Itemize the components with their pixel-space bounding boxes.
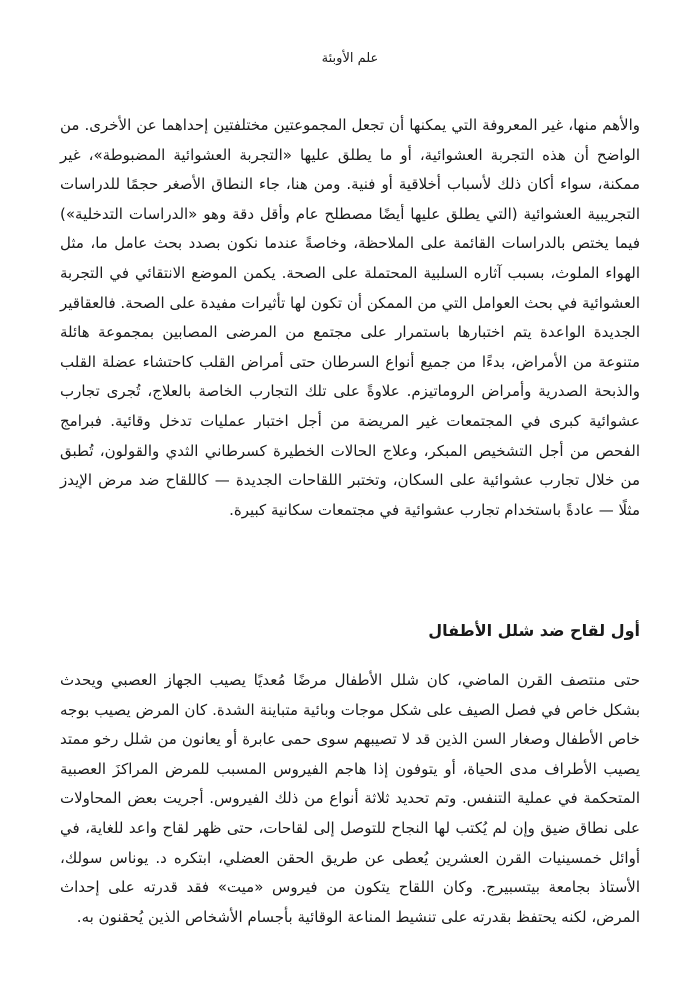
section-heading: أول لقاح ضد شلل الأطفال: [428, 621, 640, 641]
running-header: علم الأوبئة: [321, 51, 379, 66]
body-paragraph: حتى منتصف القرن الماضي، كان شلل الأطفال مرضًا مُعديًا يصيب الجهاز العصبي ويحدث بشكل خاص في فصل الصيف على شكل موجات وبائية متباينة الشدة. كان المرض يصيب بوجه خاص الأطفال وصغار السن الذين قد لا تصيبهم سوى حمى عابرة أو يعانون من شلل رخو ممتد يصيب الأطراف مدى الحياة، أو يتوفون إذا هاجم الفيروس المسبب للمرض المراكزَ العصبية المتحكمة في عملية التنفس. وتم تحديد ثلاثة أنواع من ذلك الفيروس. أجريت بعض المحاولات على نطاق ضيق وإن لم يُكتب لها النجاح للتوصل إلى لقاحات، حتى ظهر لقاح واعد للغاية، في أوائل خمسينيات القرن العشرين يُعطى عن طريق الحقن العضلي، ابتكره د. يوناس سولك، الأستاذ بجامعة بيتسبيرج. وكان اللقاح يتكون من فيروس «ميت» فقد قدرته على إحداث المرض، لكنه يحتفظ بقدرته على تنشيط المناعة الوقائية بأجسام الأشخاص الذين يُحقنون به.: [60, 671, 640, 926]
body-paragraph: والأهم منها، غير المعروفة التي يمكنها أن تجعل المجموعتين مختلفتين إحداهما عن الأخرى. من الواضح أن هذه التجربة العشوائية، أو ما يطلق عليها «التجربة العشوائية المضبوطة»، غير ممكنة، سواء أكان ذلك لأسباب أخلاقية أو فنية. ومن هنا، جاء النطاق الأصغر حجمًا للدراسات التجريبية العشوائية (التي يطلق عليها أيضًا مصطلح عام وأقل دقة وهو «الدراسات التدخلية») فيما يختص بالدراسات القائمة على الملاحظة، وخاصةً عندما نكون بصدد بحث عامل ما، مثل الهواء الملوث، بسبب آثاره السلبية المحتملة على الصحة. يكمن الموضع الانتقائي في التجربة العشوائية في بحث العوامل التي من الممكن أن تكون لها تأثيرات مفيدة على الصحة. فالعقاقير الجديدة الواعدة يتم اختبارها باستمرار على مجتمع من المرضى المصابين بمجموعة هائلة متنوعة من الأمراض، بدءًا من جميع أنواع السرطان حتى أمراض القلب كاحتشاء عضلة القلب والذبحة الصدرية وأمراض الروماتيزم. علاوةً على تلك التجارب الخاصة بالعلاج، تُجرى تجارب عشوائية كبرى في المجتمعات غير المريضة من أجل اختبار عمليات تدخل وقائية. فبرامج الفحص من أجل التشخيص المبكر، وعلاج الحالات الخطيرة كسرطاني الثدي والقولون، تُطبق من خلال تجارب عشوائية على السكان، وتختبر اللقاحات الجديدة — كاللقاح ضد مرض الإيدز مثلًا — عادةً باستخدام تجارب عشوائية في مجتمعات سكانية كبيرة.: [59, 116, 640, 519]
